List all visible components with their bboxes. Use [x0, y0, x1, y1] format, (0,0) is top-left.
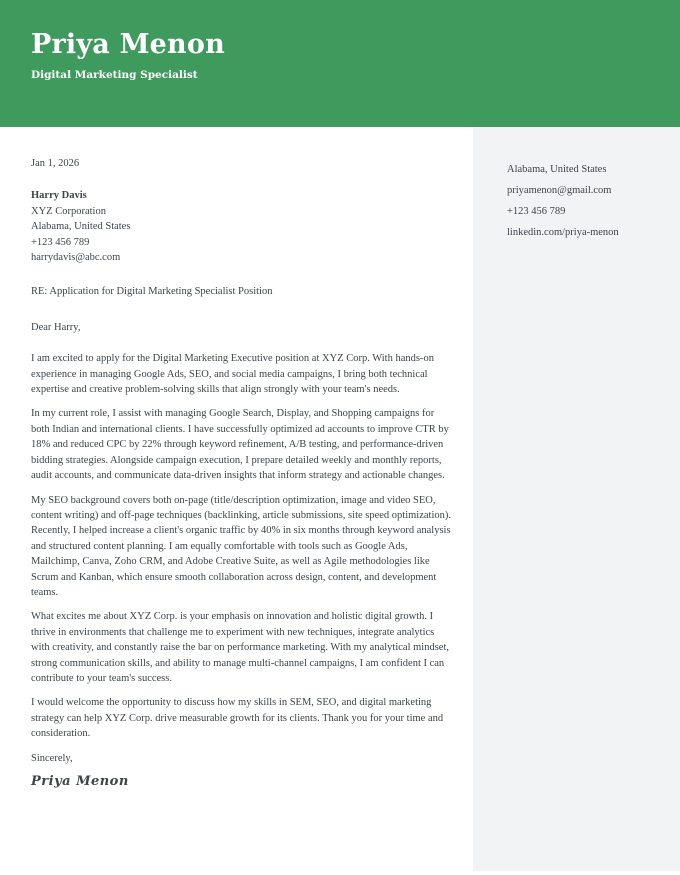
contact-phone: +123 456 789: [507, 206, 566, 217]
recipient-company: XYZ Corporation: [31, 205, 106, 217]
recipient-email: harrydavis@abc.com: [31, 252, 121, 264]
letter-paragraph-3: My SEO background covers both on-page (title/description optimization, image and video SEO, content writing) and off-page techniques (backlinking, article submissions, site speed optimization). Recently, I helped increase a client's organic traffic by 40% in six months through keyword analysis and structured content planning. I am equally comfortable with tools such as Google Ads, Mailchimp, Canva, Zoho CRM, and Adobe Creative Suite, as well as Agile methodologies like Scrum and Kanban, which ensure smooth collaboration across design, content, and development teams.: [31, 494, 451, 598]
letter-body: [0, 127, 473, 791]
letter-salutation: Dear Harry,: [31, 321, 81, 333]
candidate-name: Priya Menon: [31, 29, 225, 60]
header-banner: [0, 0, 680, 127]
letter-paragraph-2: In my current role, I assist with managing Google Search, Display, and Shopping campaigns for both Indian and international clients. I have successfully optimized ad accounts to improve CTR by 18% and reduced CPC by 22% through keyword refinement, A/B testing, and performance-driven bidding strategies. Alongside campaign execution, I prepare detailed weekly and monthly reports, audit accounts, and communicate data-driven insights that inform strategy and actionable changes.: [31, 408, 449, 482]
letter-paragraph-5: I would welcome the opportunity to discuss how my skills in SEM, SEO, and digital marketing strategy can help XYZ Corp. drive measurable growth for its clients. Thank you for your time and consideration.: [31, 697, 444, 740]
contact-linkedin: linkedin.com/priya-menon: [507, 227, 619, 238]
recipient-name: Harry Davis: [31, 190, 87, 202]
letter-closing: Sincerely,: [31, 752, 73, 764]
letter-subject-line: RE: Application for Digital Marketing Specialist Position: [31, 286, 273, 298]
letter-date: Jan 1, 2026: [31, 158, 80, 169]
signature-script: Priya Menon: [31, 774, 129, 789]
contact-email: priyamenon@gmail.com: [507, 185, 612, 196]
letter-paragraph-4: What excites me about XYZ Corp. is your emphasis on innovation and holistic digital growth. I thrive in environments that challenge me to experiment with new techniques, integrate analytics with creativity, and constantly raise the bar on performance marketing. With my analytical mindset, strong communication skills, and ability to manage multi-channel campaigns, I am confident I can contribute to your team's success.: [31, 611, 449, 684]
recipient-phone: +123 456 789: [31, 236, 90, 248]
recipient-location: Alabama, United States: [31, 221, 131, 233]
contact-location: Alabama, United States: [507, 164, 607, 175]
contact-sidebar: [473, 127, 680, 871]
candidate-job-title: Digital Marketing Specialist: [31, 69, 198, 81]
letter-paragraph-1: I am excited to apply for the Digital Marketing Executive position at XYZ Corp. With hands-on experience in managing Google Ads, SEO, and social media campaigns, I bring both technical expertise and creative problem-solving skills that align strongly with your team's needs.: [31, 353, 434, 396]
recipient-block: [31, 188, 455, 265]
